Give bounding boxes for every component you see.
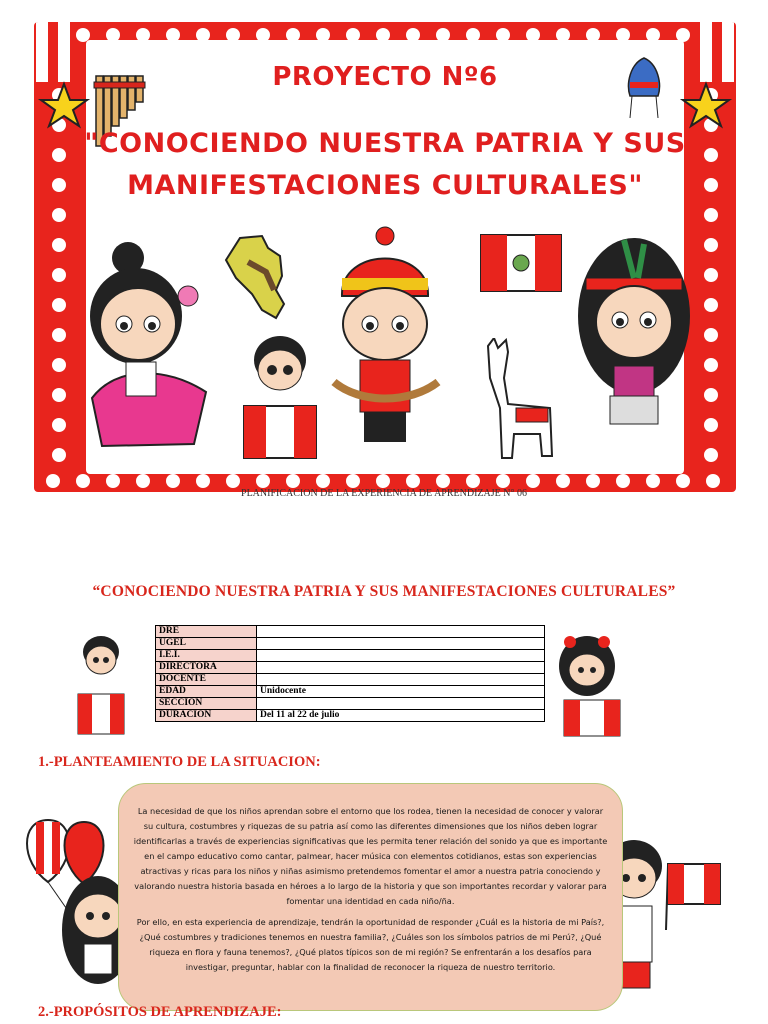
polka-dot [406,474,420,488]
dancing-girl-illustration [76,234,216,460]
polka-dot [256,474,270,488]
polka-dot [704,268,718,282]
row-value [257,698,545,710]
polka-dot [646,474,660,488]
table-row [156,698,545,710]
polka-dot [52,298,66,312]
polka-dot [556,474,570,488]
polka-dot [226,474,240,488]
andean-boy-illustration [320,226,450,466]
table-row [156,650,545,662]
row-value [257,650,545,662]
row-label: EDAD [156,686,257,698]
polka-dot [196,474,210,488]
polka-dot [52,358,66,372]
row-value: Unidocente [257,686,545,698]
row-value [257,626,545,638]
row-label: DURACION [156,710,257,722]
polka-dot [704,298,718,312]
row-label: DIRECTORA [156,662,257,674]
table-row [156,674,545,686]
row-label: UGEL [156,638,257,650]
polka-dot [436,474,450,488]
table-row [156,662,545,674]
situation-paragraph-1: La necesidad de que los niños aprendan sobre el entorno que los rodea, tienen la necesidad de conocer y valorar su cultura, costumbres y riquezas de su patria así como las diferentes dimensiones que los niños deben lograr identificarlas a través de experiencias significativas que les permita tener relación del sonido ya que es importante en el campo educativo como cantar, palmear, hacer música con elementos cotidianos, estas son experiencias atractivas y ricas para los niños y niñas asimismo pretendemos fomentar el amor a nuestra patria conociendo y valorando nuestra historia basada en héroes a lo largo de la historia y que son importantes recordar y valorar para fomentar una identidad en cada niño/ña. [133,806,608,906]
polka-dot [704,388,718,402]
polka-dot [706,474,720,488]
document-title: “CONOCIENDO NUESTRA PATRIA Y SUS MANIFESTACIONES CULTURALES” [92,583,676,600]
row-value [257,674,545,686]
polka-dot [526,474,540,488]
row-value [257,662,545,674]
amazon-girl-illustration [564,220,704,464]
polka-dot [52,328,66,342]
boy-flag-left-illustration [76,634,126,738]
polka-dot [586,474,600,488]
polka-dot [704,358,718,372]
cover-banner [34,22,736,492]
table-row [156,686,545,698]
row-value: Del 11 al 22 de julio [257,710,545,722]
polka-dot [376,474,390,488]
planning-subline: PLANIFICACION DE LA EXPERIENCIA DE APRENDIZAJE N° 06 [241,488,527,499]
polka-dot [616,474,630,488]
polka-dot [676,474,690,488]
row-label: DOCENTE [156,674,257,686]
polka-dot [704,418,718,432]
row-value [257,638,545,650]
row-label: DRE [156,626,257,638]
polka-dot [704,238,718,252]
llama-illustration [474,338,558,464]
polka-dot [496,474,510,488]
peru-map-icon [222,232,294,322]
girl-flag-right-illustration [552,634,622,738]
polka-dot [106,474,120,488]
row-label: I.E.I. [156,650,257,662]
info-table [155,625,545,722]
polka-dot [76,474,90,488]
row-label: SECCION [156,698,257,710]
polka-dot [704,448,718,462]
polka-dot [704,208,718,222]
boy-with-flag-illustration [240,328,320,462]
situation-paragraph-2: Por ello, en esta experiencia de aprendizaje, tendrán la oportunidad de responder ¿Cuál es la historia de mi País?, ¿Qué costumbres y tradiciones tenemos en nuestra familia?, ¿Cuáles son los símbolos patrios de mi Perú?, ¿Qué riqueza en flora y fauna tenemos?, ¿Qué platos típicos son de mi región? Se enfrentarán a los desafíos para investigar, preguntar, hablar con la finalidad de reconocer la riqueza de nuestro territorio. [136,917,605,972]
situation-text-box [118,783,623,1011]
polka-dot [52,268,66,282]
cover-title-line1: "CONOCIENDO NUESTRA PATRIA Y SUS [84,128,686,159]
polka-dot [166,474,180,488]
polka-dot [52,238,66,252]
cover-title-line2: MANIFESTACIONES CULTURALES" [127,170,643,201]
polka-dot [316,474,330,488]
polka-dot [466,474,480,488]
section2-title: 2.-PROPÓSITOS DE APRENDIZAJE: [38,1004,282,1020]
project-label: PROYECTO Nº6 [272,62,498,92]
table-row [156,638,545,650]
polka-dot [52,208,66,222]
polka-dot [52,388,66,402]
polka-dot [704,328,718,342]
polka-dot [46,474,60,488]
polka-dot [346,474,360,488]
polka-dot [52,448,66,462]
polka-dot [286,474,300,488]
polka-dot [52,418,66,432]
table-row [156,710,545,722]
table-row [156,626,545,638]
section1-title: 1.-PLANTEAMIENTO DE LA SITUACION: [38,754,321,770]
polka-dot [136,474,150,488]
peru-flag-icon [480,234,562,292]
